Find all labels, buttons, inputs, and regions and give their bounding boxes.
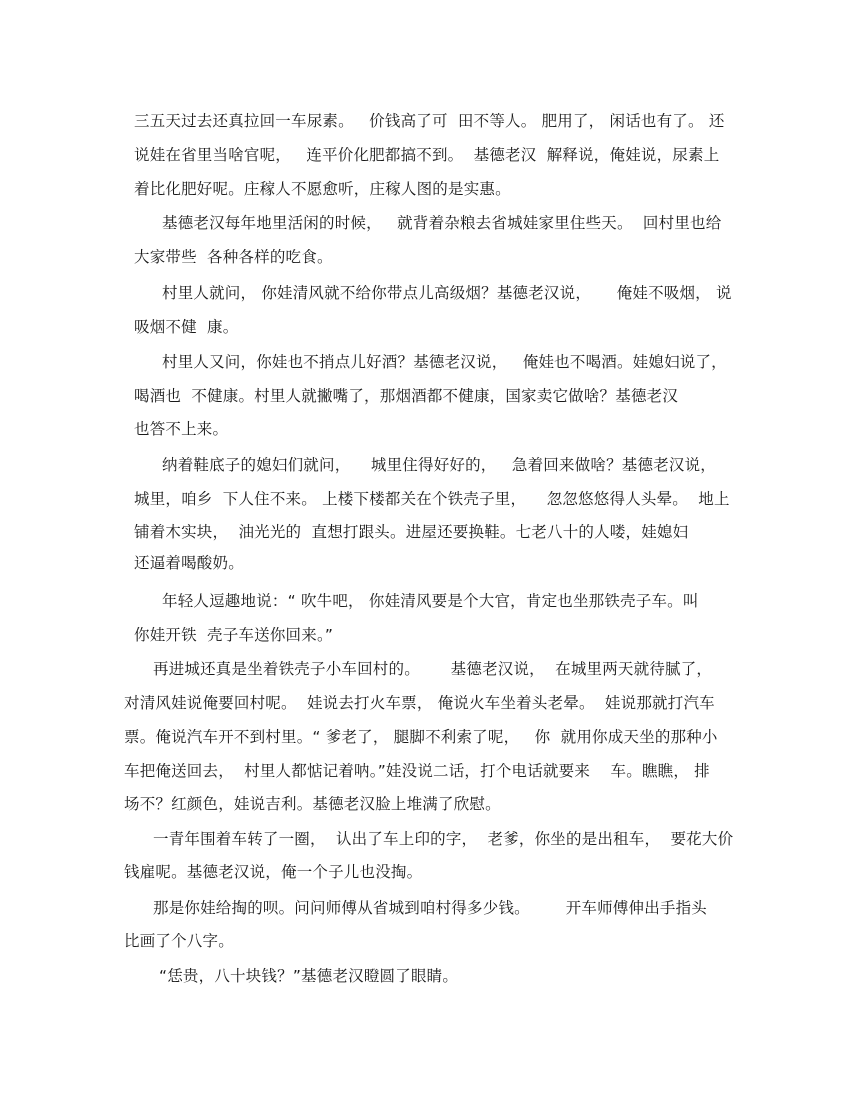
text-line: 票。俺说汽车开不到村里。“ 爹老了， 腿脚不利索了呢， 你 就用你成天坐的那种小 — [124, 728, 718, 746]
text-line: 喝酒也 不健康。村里人就撇嘴了，那烟酒都不健康，国家卖它做啥？基德老汉 — [134, 387, 679, 405]
text-line: 比画了个八字。 — [124, 932, 234, 950]
text-line: 着比化肥好呢。庄稼人不愿愈听，庄稼人图的是实惠。 — [134, 180, 511, 198]
text-line: 你娃开铁 壳子车送你回来。” — [134, 626, 334, 644]
text-line: 对清风娃说俺要回村呢。 娃说去打火车票， 俺说火车坐着头老晕。 娃说那就打汽车 — [124, 694, 715, 712]
text-line: 大家带些 各种各样的吃食。 — [134, 248, 333, 266]
text-line: 三五天过去还真拉回一车尿素。 价钱高了可 田不等人。 肥用了， 闲话也有了。 还 — [134, 112, 725, 130]
text-line: 村里人就问， 你娃清风就不给你带点儿高级烟？基德老汉说， 俺娃不吸烟， 说 — [162, 284, 732, 302]
text-line: 车把俺送回去， 村里人都惦记着呐。”娃没说二话，打个电话就要来 车。瞧瞧， 排 — [124, 762, 710, 780]
text-line: 村里人又问，你娃也不捎点儿好酒？基德老汉说， 俺娃也不喝酒。娃媳妇说了， — [162, 353, 727, 371]
text-line: 年轻人逗趣地说：“ 吹牛吧， 你娃清风要是个大官，肯定也坐那铁壳子车。叫 — [162, 592, 699, 610]
text-line: 说娃在省里当啥官呢， 连平价化肥都搞不到。 基德老汉 解释说，俺娃说，尿素上 — [134, 146, 720, 164]
text-line: 钱雇呢。基德老汉说，俺一个子儿也没掏。 — [124, 863, 423, 881]
text-line: 那是你娃给掏的呗。问问师傅从省城到咱村得多少钱。 开车师傅伸出手指头 — [153, 899, 707, 917]
text-line: “恁贵，八十块钱？”基德老汉瞪圆了眼睛。 — [159, 967, 459, 985]
text-line: 也答不上来。 — [134, 420, 229, 438]
text-line: 还逼着喝酸奶。 — [134, 554, 244, 572]
text-line: 一青年围着车转了一圈， 认出了车上印的字， 老爹，你坐的是出租车， 要花大价 — [153, 830, 734, 848]
text-line: 城里，咱乡 下人住不来。 上楼下楼都关在个铁壳子里， 忽忽悠悠得人头晕。 地上 — [134, 490, 730, 508]
text-line: 基德老汉每年地里活闲的时候， 就背着杂粮去省城娃家里住些天。 回村里也给 — [162, 214, 722, 232]
text-line: 再进城还真是坐着铁壳子小车回村的。 基德老汉说， 在城里两天就待腻了， — [153, 660, 713, 678]
text-line: 铺着木实块， 油光光的 直想打跟头。进屋还要换鞋。七老八十的人喽，娃媳妇 — [134, 523, 689, 541]
text-line: 场不？红颜色，娃说吉利。基德老汉脸上堆满了欣慰。 — [124, 795, 501, 813]
text-line: 纳着鞋底子的媳妇们就问， 城里住得好好的， 急着回来做啥？基德老汉说， — [162, 456, 716, 474]
text-line: 吸烟不健 康。 — [134, 318, 239, 336]
